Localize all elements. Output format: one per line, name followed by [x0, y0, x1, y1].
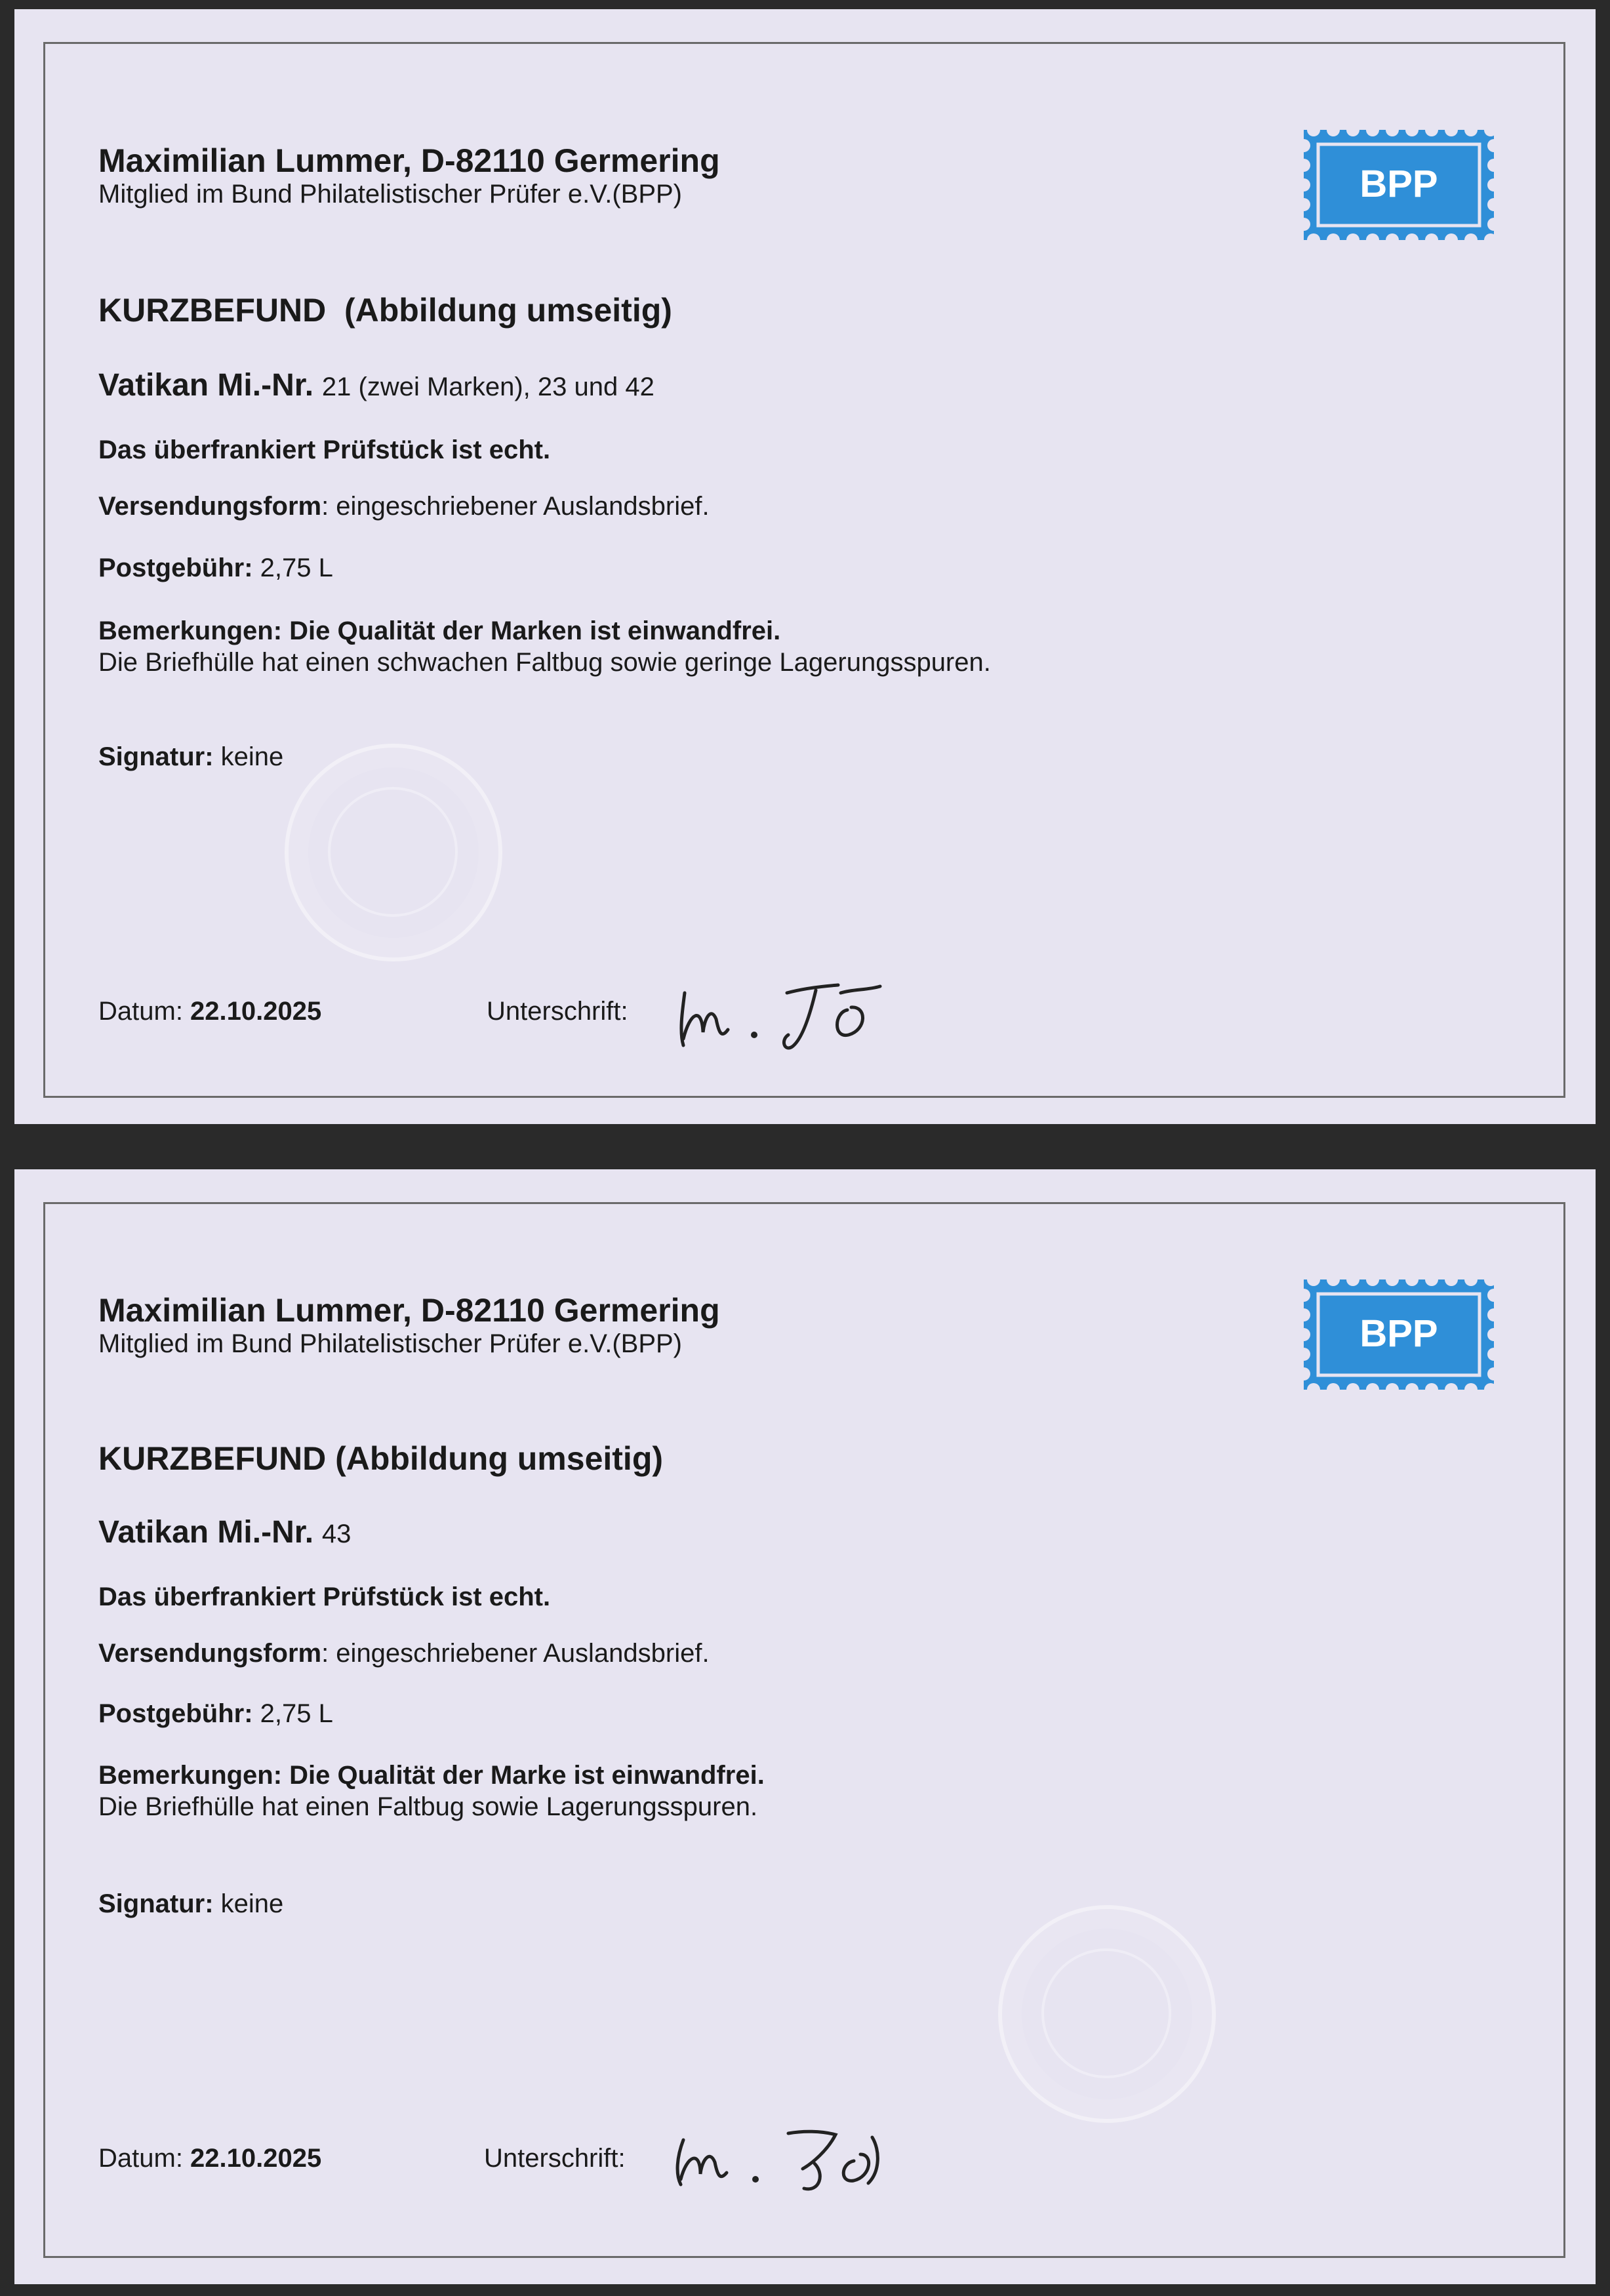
signature-value: keine [213, 742, 284, 771]
examiner-name: Maximilian Lummer [98, 1292, 403, 1329]
certificate-title: KURZBEFUND (Abbildung umseitig) [98, 292, 672, 329]
signature-value: keine [213, 1889, 284, 1918]
shipping-value: : eingeschriebener Auslandsbrief. [321, 1639, 710, 1668]
postage-label: Postgebühr: [98, 1699, 253, 1728]
catalog-line [98, 370, 654, 401]
postage-line [98, 555, 333, 581]
catalog-label: Vatikan Mi.-Nr. [98, 1515, 314, 1550]
examiner-location: , D-82110 Germering [403, 142, 720, 179]
shipping-line [98, 1640, 710, 1666]
shipping-label: Versendungsform [98, 1639, 322, 1668]
remarks-label: Bemerkungen: Die Qualität der Marken ist einwandfrei. [98, 616, 781, 645]
certificate-title: KURZBEFUND (Abbildung umseitig) [98, 1440, 664, 1477]
embossed-seal-icon [285, 744, 502, 961]
certificate-bottom [14, 1169, 1596, 2284]
bpp-logo-text: BPP [1359, 163, 1438, 205]
handwritten-signature-icon [664, 2111, 900, 2203]
bpp-logo-icon [1304, 1279, 1494, 1390]
date-line [98, 998, 321, 1024]
remarks-label: Bemerkungen: Die Qualität der Marke ist einwandfrei. [98, 1761, 765, 1790]
certificate-top [14, 9, 1596, 1124]
examiner-location: , D-82110 Germering [403, 1292, 720, 1329]
date-line [98, 2145, 321, 2171]
examiner-header [98, 144, 720, 177]
date-value: 22.10.2025 [190, 2144, 322, 2173]
embossed-seal-icon [998, 1905, 1216, 2123]
signed-label: Unterschrift: [487, 997, 628, 1026]
examiner-header [98, 1294, 720, 1327]
examiner-name: Maximilian Lummer [98, 142, 403, 179]
shipping-value: : eingeschriebener Auslandsbrief. [321, 492, 710, 521]
remarks-detail: Die Briefhülle hat einen Faltbug sowie Lagerungsspuren. [98, 1792, 758, 1821]
bpp-logo-icon [1304, 130, 1494, 240]
signature-label: Signatur: [98, 1889, 214, 1918]
bpp-logo-text: BPP [1359, 1312, 1438, 1355]
signature-line [98, 744, 283, 770]
signature-line [98, 1891, 283, 1917]
catalog-value: 21 (zwei Marken), 23 und 42 [321, 373, 654, 401]
shipping-line [98, 493, 710, 519]
postage-label: Postgebühr: [98, 554, 253, 582]
membership-line: Mitglied im Bund Philatelistischer Prüfer e.V.(BPP) [98, 1329, 682, 1358]
catalog-label: Vatikan Mi.-Nr. [98, 368, 314, 403]
shipping-label: Versendungsform [98, 492, 322, 521]
date-label: Datum: [98, 997, 191, 1026]
date-label: Datum: [98, 2144, 191, 2173]
authenticity-statement: Das überfrankiert Prüfstück ist echt. [98, 435, 551, 464]
catalog-line [98, 1517, 351, 1548]
signature-label: Signatur: [98, 742, 214, 771]
postage-value: 2,75 L [252, 554, 333, 582]
postage-value: 2,75 L [252, 1699, 333, 1728]
handwritten-signature-icon [670, 967, 906, 1058]
authenticity-statement: Das überfrankiert Prüfstück ist echt. [98, 1582, 551, 1611]
catalog-value: 43 [321, 1520, 352, 1548]
signed-label: Unterschrift: [484, 2144, 626, 2173]
membership-line: Mitglied im Bund Philatelistischer Prüfer e.V.(BPP) [98, 180, 682, 209]
remarks-detail: Die Briefhülle hat einen schwachen Faltbug sowie geringe Lagerungsspuren. [98, 648, 991, 677]
date-value: 22.10.2025 [190, 997, 322, 1026]
postage-line [98, 1701, 333, 1727]
